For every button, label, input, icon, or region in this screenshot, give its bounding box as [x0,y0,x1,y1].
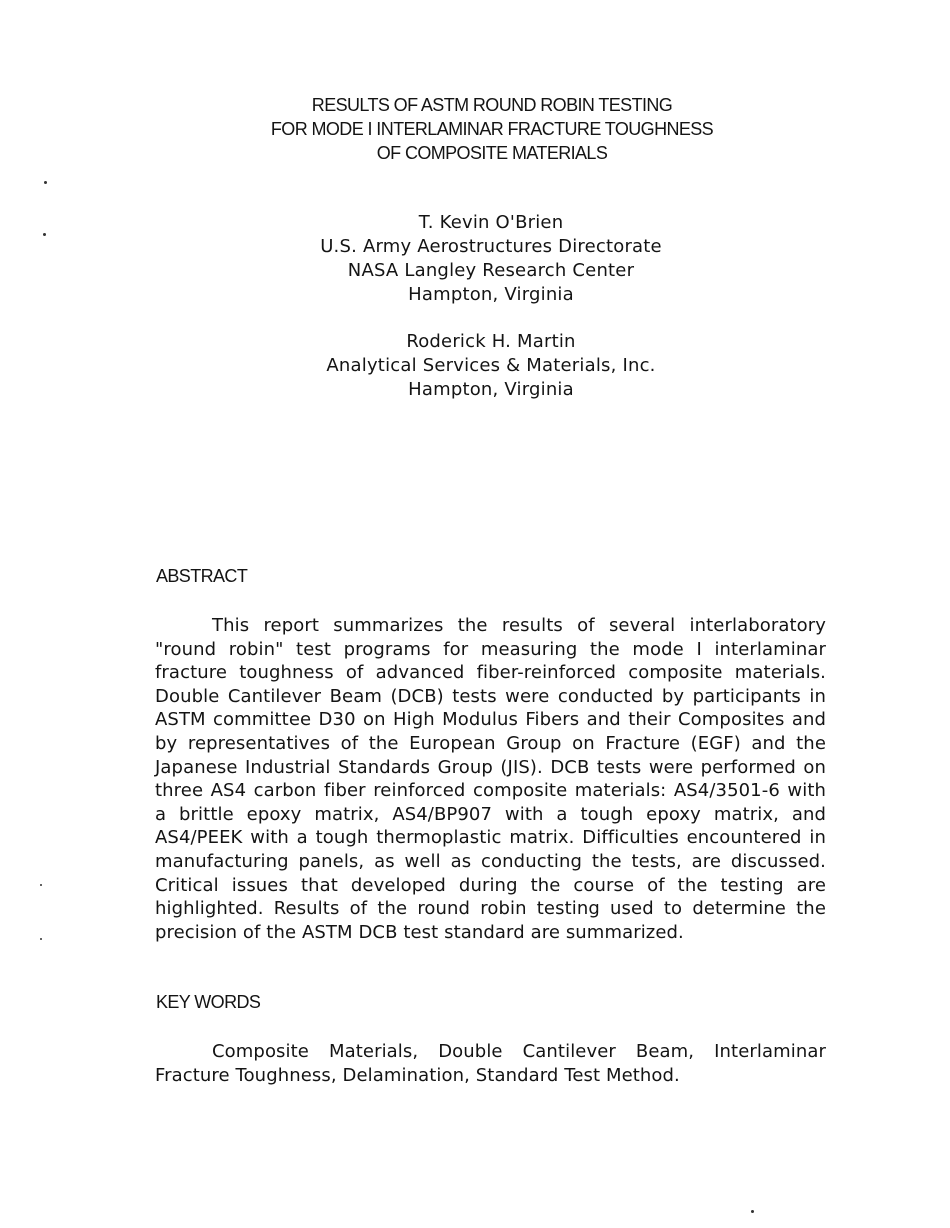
author-affiliation: Analytical Services & Materials, Inc. [326,355,656,376]
keywords-heading: KEY WORDS [156,992,261,1012]
title-line-3: OF COMPOSITE MATERIALS [376,143,608,163]
abstract-text: This report summarizes the results of several interlaboratory "round robin" test programs for measuring the mode I interlaminar fracture toughness of advanced fiber-reinforced composite materials. Double Cantilever Beam (DCB) tests were conducted by participants in ASTM committee D30 on High Modulus Fibers and their Composites and by representatives of the European Group on Fracture (EGF) and the Japanese Industrial Standards Group (JIS). DCB tests were performed on three AS4 carbon fiber reinforced composite materials: AS4/3501-6 with a brittle epoxy matrix, AS4/BP907 with a tough epoxy matrix, and AS4/PEEK with a tough thermoplastic matrix. Difficulties encountered in manufacturing panels, as well as conducting the tests, are discussed. Critical issues that developed during the course of the testing are highlighted. Results of the round robin testing used to determine the precision of the ASTM DCB test standard are summarized. [155,615,826,943]
author-block-martin [0,330,950,402]
author-block-obrien [0,211,950,307]
author-name: Roderick H. Martin [406,331,576,352]
abstract-heading: ABSTRACT [156,566,248,586]
scan-speck [44,181,47,184]
scan-speck [40,884,42,886]
scan-speck [751,1210,754,1213]
title-line-2: FOR MODE I INTERLAMINAR FRACTURE TOUGHNESS [270,119,714,139]
author-affiliation: U.S. Army Aerostructures Directorate [320,236,662,257]
scan-speck [40,938,42,940]
title-line-1: RESULTS OF ASTM ROUND ROBIN TESTING [311,95,673,115]
scan-speck [43,233,46,236]
author-location: Hampton, Virginia [408,284,574,305]
author-name: T. Kevin O'Brien [418,212,564,233]
author-location: Hampton, Virginia [408,379,574,400]
author-affiliation: NASA Langley Research Center [347,260,635,281]
paper-title [0,93,950,165]
keywords-text: Composite Materials, Double Cantilever Beam, Interlaminar Fracture Toughness, Delamination, Standard Test Method. [155,1041,826,1086]
